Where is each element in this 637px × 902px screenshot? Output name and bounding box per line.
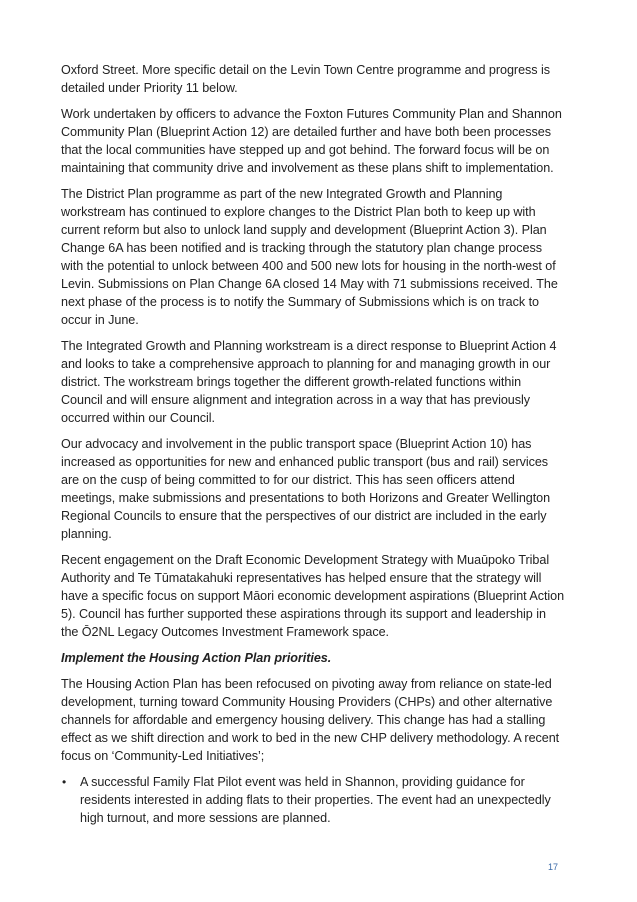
bullet-list xyxy=(61,773,565,827)
paragraph-district-plan: The District Plan programme as part of the new Integrated Growth and Planning workstream has continued to explore changes to the District Plan both to keep up with current reform but also to unlock land supply and development (Blueprint Action 3). Plan Change 6A has been notified and is tracking through the statutory plan change process with the potential to unlock between 400 and 500 new lots for housing in the north-west of Levin. Submissions on Plan Change 6A closed 14 May with 71 submissions received. The next phase of the process is to notify the Summary of Submissions which is on track to occur in June. xyxy=(61,187,558,327)
list-item-text: A successful Family Flat Pilot event was held in Shannon, providing guidance for residents interested in adding flats to their properties. The event had an unexpectedly high turnout, and more sessions are planned. xyxy=(80,775,551,825)
list-item xyxy=(61,773,565,827)
paragraph-community-plans: Work undertaken by officers to advance the Foxton Futures Community Plan and Shannon Community Plan (Blueprint Action 12) are detailed further and have both been processes that the local communities have stepped up and got behind. The forward focus will be on maintaining that community drive and involvement as these plans shift to implementation. xyxy=(61,107,562,175)
bullet-icon: • xyxy=(62,775,67,789)
paragraph-growth-planning: The Integrated Growth and Planning workstream is a direct response to Blueprint Action 4 and looks to take a comprehensive approach to planning for and managing growth in our district. The workstream brings together the different growth-related functions within Council and will ensure alignment and integration across in a way that has previously occurred within our Council. xyxy=(61,339,557,425)
section-heading-housing: Implement the Housing Action Plan priorities. xyxy=(61,651,332,665)
paragraph-economic-strategy: Recent engagement on the Draft Economic Development Strategy with Muaūpoko Tribal Authority and Te Tūmatakahuki representatives has helped ensure that the strategy will have a specific focus on support Māori economic development aspirations (Blueprint Action 5). Council has further supported these aspirations through its support and leadership in the Ō2NL Legacy Outcomes Investment Framework space. xyxy=(61,553,565,639)
paragraph-oxford-street: Oxford Street. More specific detail on the Levin Town Centre programme and progress is detailed under Priority 11 below. xyxy=(61,63,550,95)
page-number: 17 xyxy=(548,862,559,872)
document-body xyxy=(61,61,565,827)
paragraph-housing-action-plan: The Housing Action Plan has been refocused on pivoting away from reliance on state-led development, turning toward Community Housing Providers (CHPs) and other alternative channels for affordable and emergency housing delivery. This change has had a stalling effect as we shift direction and work to bed in the new CHP delivery methodology. A recent focus on ‘Community-Led Initiatives’; xyxy=(61,677,560,763)
paragraph-public-transport: Our advocacy and involvement in the public transport space (Blueprint Action 10) has increased as opportunities for new and enhanced public transport (bus and rail) services are on the cusp of being committed to for our district. This has seen officers attend meetings, make submissions and presentations to both Horizons and Greater Wellington Regional Councils to ensure that the perspectives of our district are included in the early planning. xyxy=(61,437,551,541)
